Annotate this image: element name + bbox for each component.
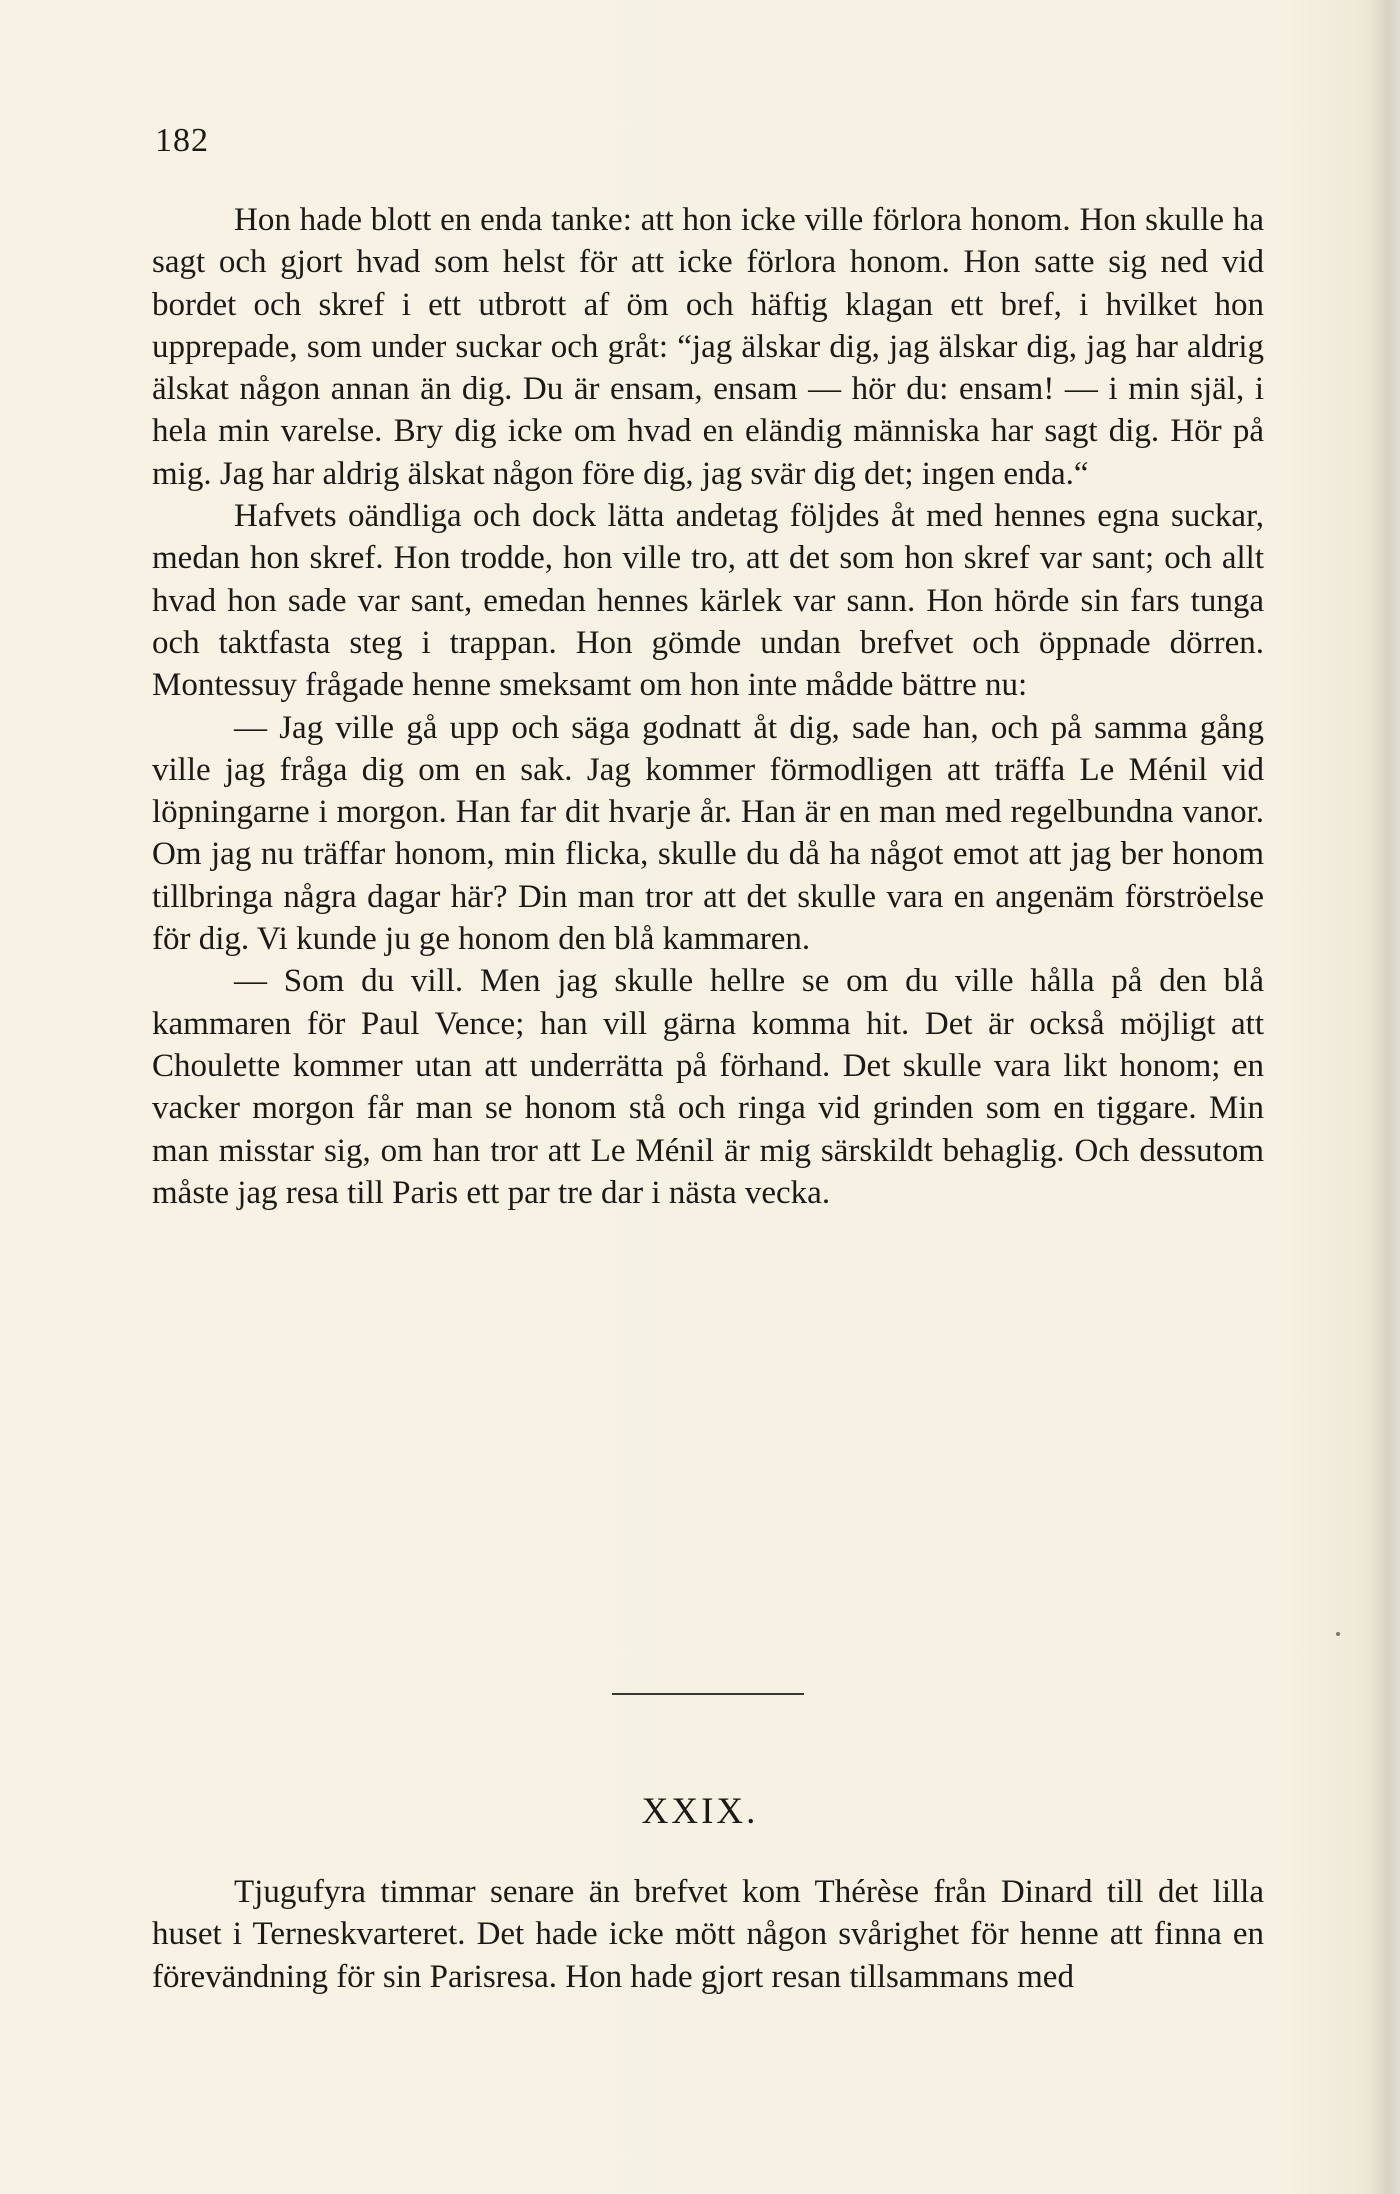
- paragraph-1: Hon hade blott en enda tanke: att hon icke ville förlora honom. Hon skulle ha sagt och gjort hvad som helst för att icke förlora honom. Hon satte sig ned vid bordet och skref i ett utbrott af öm och häftig klagan ett bref, i hvilket hon upprepade, som under suckar och gråt: “jag älskar dig, jag älskar dig, jag har aldrig älskat någon annan än dig. Du är ensam, ensam — hör du: ensam! — i min själ, i hela min varelse. Bry dig icke om hvad en eländig människa har sagt dig. Hör på mig. Jag har aldrig älskat någon före dig, jag svär dig det; ingen enda.“: [152, 202, 1264, 492]
- text-section-before-chapter: [152, 199, 1264, 1214]
- paper-speck: [1336, 1632, 1340, 1636]
- paragraph-chapter-1: Tjugufyra timmar senare än brefvet kom Thérèse från Dinard till det lilla huset i Terneskvarteret. Det hade icke mött någon svårighet för henne att finna en förevändning för sin Parisresa. Hon hade gjort resan tillsammans med: [152, 1874, 1264, 1995]
- paragraph-2: Hafvets oändliga och dock lätta andetag följdes åt med hennes egna suckar, medan hon skref. Hon trodde, hon ville tro, att det som hon skref var sant; och allt hvad hon sade var sant, emedan hennes kärlek var sann. Hon hörde sin fars tunga och taktfasta steg i trappan. Hon gömde undan brefvet och öppnade dörren. Montessuy frågade henne smeksamt om hon inte mådde bättre nu:: [152, 498, 1264, 704]
- text-section-chapter-start: [152, 1871, 1264, 1998]
- paragraph-3: — Jag ville gå upp och säga godnatt åt dig, sade han, och på samma gång ville jag fråga dig om en sak. Jag kommer förmodligen att träffa Le Ménil vid löpningarne i morgon. Han far dit hvarje år. Han är en man med regelbundna vanor. Om jag nu träffar honom, min flicka, skulle du då ha något emot att jag ber honom tillbringa några dagar här? Din man tror att det skulle vara en angenäm förströelse för dig. Vi kunde ju ge honom den blå kammaren.: [152, 709, 1264, 958]
- page-edge-shadow: [1370, 0, 1400, 2194]
- page-number: 182: [155, 122, 209, 159]
- section-divider: [612, 1693, 804, 1695]
- chapter-heading: XXIX.: [641, 1791, 759, 1832]
- paragraph-4: — Som du vill. Men jag skulle hellre se om du ville hålla på den blå kammaren för Paul Vence; han vill gärna komma hit. Det är också möjligt att Choulette kommer utan att underrätta på förhand. Det skulle vara likt honom; en vacker morgon får man se honom stå och ringa vid grinden som en tiggare. Min man misstar sig, om han tror att Le Ménil är mig särskildt behaglig. Och dessutom måste jag resa till Paris ett par tre dar i nästa vecka.: [152, 963, 1264, 1211]
